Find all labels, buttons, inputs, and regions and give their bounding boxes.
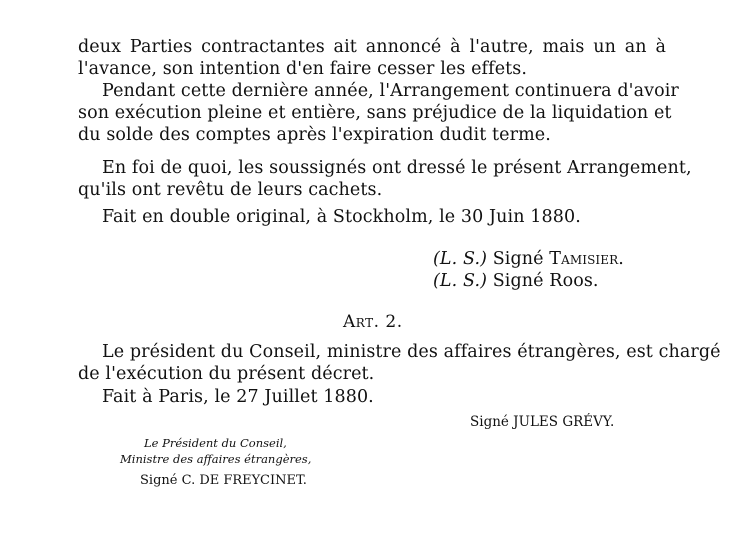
signatory-name: Tamisier. (549, 249, 624, 269)
seal-mark: (L. S.) (433, 271, 488, 291)
signed-word: Signé (492, 271, 544, 291)
countersign-title-line: Le Président du Conseil, (144, 436, 287, 450)
decree-line: Le président du Conseil, ministre des affaires étrangères, est chargé (102, 342, 721, 362)
seal-mark: (L. S.) (433, 249, 488, 269)
paragraph-line: Pendant cette dernière année, l'Arrangement continuera d'avoir (102, 81, 679, 101)
paragraph-line: En foi de quoi, les soussignés ont dressé le présent Arrangement, (102, 158, 692, 178)
decree-dated-line: Fait à Paris, le 27 Juillet 1880. (102, 387, 374, 407)
dated-line: Fait en double original, à Stockholm, le 30 Juin 1880. (102, 207, 581, 227)
signatory-name: Roos. (549, 271, 599, 291)
article-heading: Art. 2. (343, 312, 403, 332)
signature-line-roos (433, 270, 599, 292)
countersign-signature: Signé C. DE FREYCINET. (140, 473, 307, 488)
countersign-title-line: Ministre des affaires étrangères, (120, 452, 312, 466)
signature-line-tamisier (433, 248, 624, 270)
paragraph-line: qu'ils ont revêtu de leurs cachets. (78, 180, 383, 200)
decree-line: de l'exécution du présent décret. (78, 364, 375, 384)
signed-word: Signé (492, 249, 544, 269)
paragraph-line: du solde des comptes après l'expiration dudit terme. (78, 125, 551, 145)
paragraph-line: l'avance, son intention d'en faire cesser les effets. (78, 59, 528, 79)
paragraph-line: deux Parties contractantes ait annoncé à l'autre, mais un an à (78, 37, 666, 57)
paragraph-line: son exécution pleine et entière, sans préjudice de la liquidation et (78, 103, 672, 123)
decree-signature: Signé JULES GRÉVY. (470, 414, 615, 430)
